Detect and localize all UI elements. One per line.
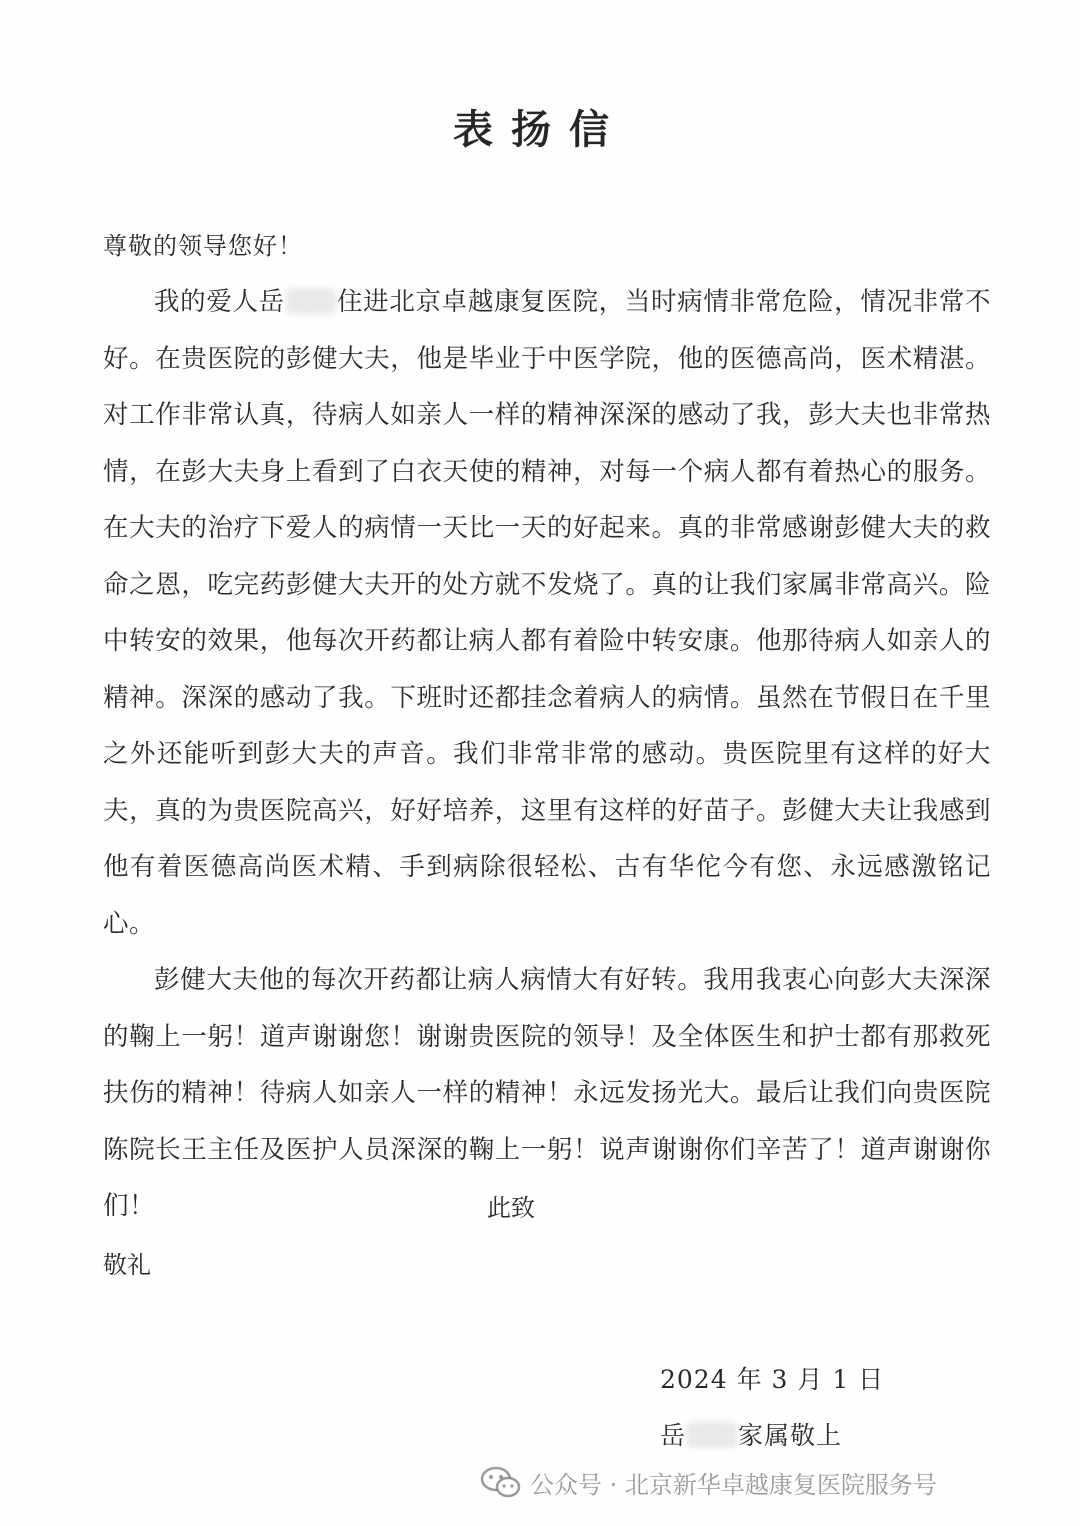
signature-surname: 岳 <box>660 1421 687 1450</box>
regards-text: 敬礼 <box>103 1251 151 1279</box>
wechat-icon <box>480 1466 522 1498</box>
watermark <box>480 1462 937 1502</box>
paragraph-1-start: 我的爱人岳 <box>154 287 285 317</box>
closing-text: 此致 <box>487 1194 535 1222</box>
redacted-signature-name <box>686 1422 738 1448</box>
letter-title: 表扬信 <box>453 107 627 153</box>
redacted-name <box>285 288 337 314</box>
signature <box>660 1416 842 1452</box>
letter-date: 2024 年 3 月 1 日 <box>660 1365 885 1394</box>
letter-body <box>103 274 991 1235</box>
watermark-text: 公众号 · 北京新华卓越康复医院服务号 <box>530 1470 937 1499</box>
signature-suffix: 家属敬上 <box>738 1421 843 1450</box>
paragraph-1-rest: 住进北京卓越康复医院，当时病情非常危险，情况非常不好。在贵医院的彭健大夫，他是毕业于中医学院，他的医德高尚，医术精湛。对工作非常认真，待病人如亲人一样的精神深深的感动了我，彭大夫也非常热情，在彭大夫身上看到了白衣天使的精神，对每一个病人都有着热心的服务。在大夫的治疗下爱人的病情一天比一天的好起来。真的非常感谢彭健大夫的救命之恩，吃完药彭健大夫开的处方就不发烧了。真的让我们家属非常高兴。险中转安的效果，他每次开药都让病人都有着险中转安康。他那待病人如亲人的精神。深深的感动了我。下班时还都挂念着病人的病情。虽然在节假日在千里之外还能听到彭大夫的声音。我们非常非常的感动。贵医院里有这样的好大夫，真的为贵医院高兴，好好培养，这里有这样的好苗子。彭健大夫让我感到他有着医德高尚医术精、手到病除很轻松、古有华佗今有您、永远感激铭记心。 <box>103 287 991 939</box>
paragraph-1 <box>103 274 991 952</box>
salutation: 尊敬的领导您好！ <box>103 232 303 260</box>
paragraph-2: 彭健大夫他的每次开药都让病人病情大有好转。我用我衷心向彭大夫深深的鞠上一躬！道声谢谢您！谢谢贵医院的领导！及全体医生和护士都有那救死扶伤的精神！待病人如亲人一样的精神！永远发扬光大。最后让我们向贵医院陈院长王主任及医护人员深深的鞠上一躬！说声谢谢你们辛苦了！道声谢谢你们！ <box>103 965 991 1221</box>
